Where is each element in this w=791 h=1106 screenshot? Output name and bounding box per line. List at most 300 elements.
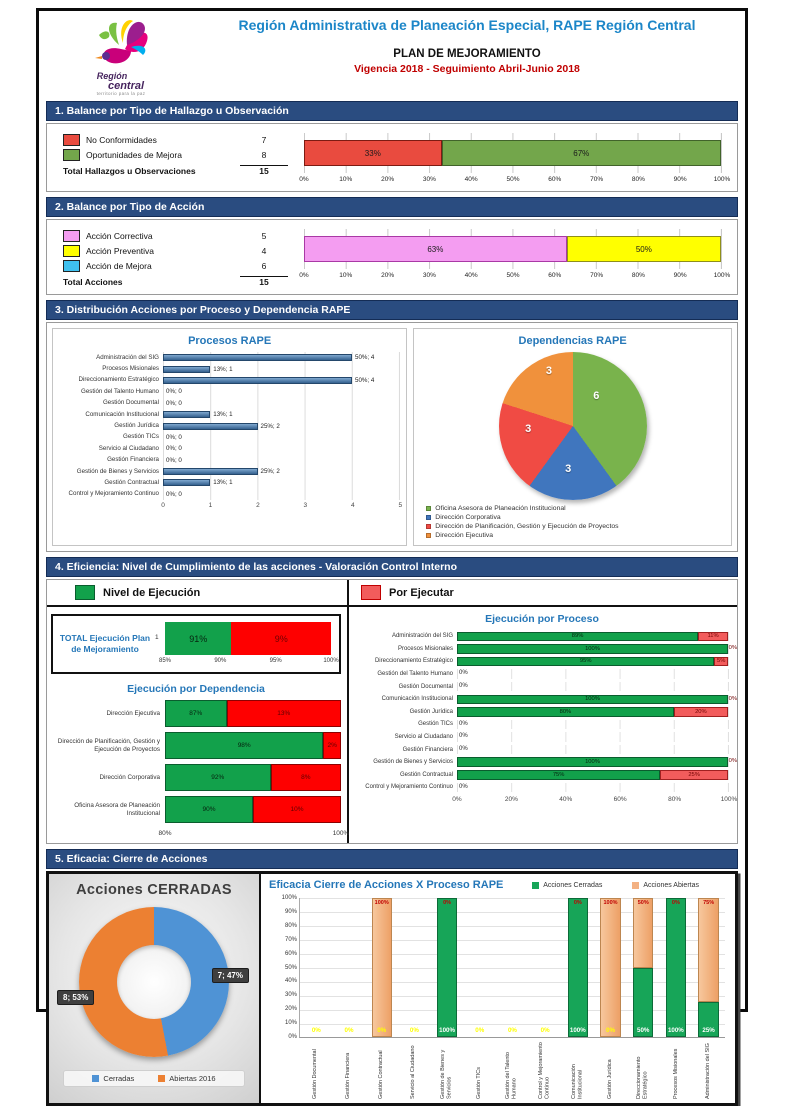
bar-row xyxy=(51,732,341,759)
legend-item xyxy=(158,1074,215,1083)
bar-row xyxy=(59,398,400,409)
red-segment: 5% xyxy=(714,657,728,667)
red-segment: 2% xyxy=(323,732,341,759)
x-axis-row xyxy=(355,794,738,806)
pie-slice-label: 3 xyxy=(525,422,532,435)
green-segment xyxy=(568,898,588,1037)
bar xyxy=(163,354,352,361)
column xyxy=(300,898,333,1037)
axis-tick: 100% xyxy=(713,176,731,183)
bottom-value-label: 50% xyxy=(637,1027,650,1034)
procesos-chart-title: Procesos RAPE xyxy=(188,335,272,347)
bar-row xyxy=(355,781,729,794)
donut-legend xyxy=(63,1070,245,1087)
value-label: 25%; 2 xyxy=(260,422,280,430)
bar-track xyxy=(163,398,400,409)
bar xyxy=(163,468,258,475)
value-label: 0% xyxy=(459,745,468,752)
section5-header: 5. Eficacia: Cierre de Acciones xyxy=(46,849,738,869)
bar-track xyxy=(457,682,729,692)
bar-track xyxy=(457,632,729,642)
bar-row xyxy=(59,477,400,488)
bottom-value-label: 100% xyxy=(667,1027,684,1034)
y-axis-tick: 0% xyxy=(288,1034,297,1040)
category-label-cell xyxy=(528,1041,561,1099)
bar-row xyxy=(59,352,400,363)
legend-item xyxy=(347,580,737,605)
axis-tick: 5 xyxy=(398,502,403,510)
green-segment: 91% xyxy=(165,622,231,655)
axis-tick: 80% xyxy=(631,272,645,279)
y-axis-tick: 100% xyxy=(281,895,297,901)
dependencias-pie-legend xyxy=(426,505,725,539)
bar-segment xyxy=(567,236,721,262)
axis-tick: 60% xyxy=(548,176,562,183)
logo-tagline: territorio para la paz xyxy=(96,90,146,96)
bottom-value-label: 0% xyxy=(311,1027,321,1034)
category-label: Gestión TICs xyxy=(418,721,453,728)
legend-item xyxy=(92,1074,134,1083)
red-segment: 11% xyxy=(698,632,728,642)
acciones-cerradas-swatch xyxy=(532,882,539,889)
column xyxy=(660,898,693,1037)
x-axis-row xyxy=(59,500,403,512)
section-hallazgos xyxy=(46,101,738,192)
bar-track xyxy=(457,695,737,705)
value-label: 0% xyxy=(459,670,468,677)
bar-row xyxy=(355,756,737,769)
y-axis-tick: 90% xyxy=(284,908,297,915)
value-label: 0% xyxy=(459,733,468,740)
category-label: Gestión Financiera xyxy=(344,1052,351,1099)
legend-label: Dirección Corporativa xyxy=(435,514,501,521)
red-segment: 25% xyxy=(660,770,728,780)
section-eficacia xyxy=(46,849,738,1106)
value-label: 0% xyxy=(728,695,737,702)
bar-track xyxy=(163,375,400,386)
bar-track xyxy=(457,757,737,767)
bar-row xyxy=(59,386,400,397)
category-label: Comunicación Institucional xyxy=(381,696,453,703)
total-ejecucion-box xyxy=(51,614,341,674)
axis-tick: 40% xyxy=(559,795,573,803)
axis-tick: 0% xyxy=(299,272,309,279)
green-segment: 100% xyxy=(457,757,728,767)
report-page xyxy=(36,8,748,1099)
bar-row xyxy=(59,420,400,431)
axis-tick: 1 xyxy=(208,502,213,510)
legend-value: 4 xyxy=(261,246,267,256)
value-label: 0%; 0 xyxy=(166,399,182,407)
section-eficiencia xyxy=(46,557,738,844)
green-segment: 95% xyxy=(457,657,714,667)
legend-item xyxy=(63,149,288,161)
green-segment: 100% xyxy=(457,644,728,654)
bar-track xyxy=(163,455,400,466)
abiertas-label: Abiertas 2016 xyxy=(169,1074,216,1083)
x-axis-row xyxy=(51,828,350,839)
category-label: Administración del SIG xyxy=(705,1043,712,1099)
top-value-label: 0% xyxy=(573,900,582,906)
bar-track xyxy=(457,783,729,793)
category-label-cell xyxy=(332,1041,365,1099)
eficiencia-left-column xyxy=(47,607,350,843)
bar-track xyxy=(163,489,400,500)
bar xyxy=(163,366,210,373)
category-label: Gestión Contractual xyxy=(104,478,159,486)
axis-tick: 95% xyxy=(269,658,282,664)
category-label-cell xyxy=(397,1041,430,1099)
legend-value: 8 xyxy=(261,150,267,160)
axis-tick: 100% xyxy=(332,830,350,837)
legend-value: 6 xyxy=(261,261,267,271)
bottom-value-label: 0% xyxy=(377,1027,387,1034)
bottom-value-label: 25% xyxy=(702,1027,715,1034)
axis-tick: 60% xyxy=(613,795,627,803)
axis-tick: 4 xyxy=(351,502,355,510)
legend-swatch xyxy=(63,134,80,146)
section4-body xyxy=(46,579,738,844)
cerradas-swatch xyxy=(92,1075,99,1082)
category-label-cell xyxy=(627,1041,660,1099)
y-axis-tick: 60% xyxy=(284,950,297,957)
axis-tick: 70% xyxy=(590,176,604,183)
category-label: Gestión del Talento Humano xyxy=(377,671,453,678)
acciones-cerradas-label: Acciones Cerradas xyxy=(543,881,603,889)
green-segment: 80% xyxy=(457,707,674,717)
bottom-value-label: 0% xyxy=(409,1027,419,1034)
bar-track xyxy=(163,420,400,431)
axis-tick: 90% xyxy=(673,176,687,183)
category-label: Comunicación Institucional xyxy=(570,1064,584,1099)
legend-item xyxy=(63,134,288,146)
bar-track xyxy=(163,363,400,374)
category-label-cell xyxy=(430,1041,463,1099)
section1-body xyxy=(46,123,738,192)
eficiencia-right-column xyxy=(347,607,737,843)
abiertas-callout: 8; 53% xyxy=(57,990,94,1005)
y-axis-tick: 80% xyxy=(284,922,297,929)
column xyxy=(398,898,431,1037)
green-segment: 75% xyxy=(457,770,660,780)
bar-row xyxy=(355,680,729,693)
legend-label: Dirección Ejecutiva xyxy=(435,532,494,539)
category-label: Gestión Contractual xyxy=(377,1050,384,1099)
legend-swatch xyxy=(426,533,431,538)
top-value-label: 100% xyxy=(374,900,389,906)
bar-plot xyxy=(304,133,722,173)
x-axis xyxy=(158,658,339,668)
legend-total-value: 15 xyxy=(240,165,288,176)
category-label: Procesos Misionales xyxy=(397,645,453,652)
section2-body xyxy=(46,219,738,295)
eficiencia-content xyxy=(47,607,737,843)
legend-item xyxy=(63,245,288,257)
legend-item xyxy=(532,882,602,889)
category-label: Gestión TICs xyxy=(475,1067,482,1099)
legend-label: No Conformidades xyxy=(86,135,157,145)
y-axis-tick: 30% xyxy=(284,992,297,999)
eficacia-chart-title: Eficacia Cierre de Acciones X Proceso RAPE xyxy=(269,879,504,891)
section1-header: 1. Balance por Tipo de Hallazgo u Observación xyxy=(46,101,738,121)
axis-tick: 80% xyxy=(668,795,682,803)
top-value-label: 0% xyxy=(671,900,680,906)
bar-row xyxy=(355,718,729,731)
por-ejecutar-label: Por Ejecutar xyxy=(389,586,454,599)
dependencias-pie-chart xyxy=(499,352,647,500)
red-segment: 20% xyxy=(674,707,728,717)
header-titles xyxy=(196,14,738,96)
hallazgos-bar-chart xyxy=(299,131,731,187)
y-axis-tick: 10% xyxy=(284,1020,297,1027)
element xyxy=(51,828,165,839)
axis-tick: 20% xyxy=(504,795,518,803)
green-segment: 92% xyxy=(165,764,271,791)
category-label: Gestión TICs xyxy=(123,433,159,441)
org-title: Región Administrativa de Planeación Especial, RAPE Región Central xyxy=(238,17,696,33)
axis-tick: 10% xyxy=(339,272,353,279)
red-segment: 8% xyxy=(271,764,341,791)
orange-segment xyxy=(600,898,620,1037)
y-axis-tick: 20% xyxy=(284,1006,297,1013)
section-acciones xyxy=(46,197,738,295)
legend-swatch xyxy=(63,149,80,161)
bottom-value-label: 0% xyxy=(344,1027,354,1034)
top-value-label: 100% xyxy=(603,900,618,906)
legend-label: Oportunidades de Mejora xyxy=(86,150,182,160)
bar-row xyxy=(59,409,400,420)
column xyxy=(594,898,627,1037)
section3-body xyxy=(46,322,738,552)
axis-tick: 50% xyxy=(506,176,520,183)
bar-row xyxy=(355,655,729,668)
green-segment xyxy=(437,898,457,1037)
value-label: 0%; 0 xyxy=(166,388,182,396)
bar-track xyxy=(457,707,729,717)
bar-track xyxy=(165,700,341,727)
column xyxy=(365,898,398,1037)
legend-label: Acción Preventiva xyxy=(86,246,155,256)
value-label: 0% xyxy=(459,783,468,790)
value-label: 13%; 1 xyxy=(213,365,233,373)
column xyxy=(562,898,595,1037)
bar-row xyxy=(51,796,341,823)
column xyxy=(431,898,464,1037)
ejecucion-dependencia-title: Ejecución por Dependencia xyxy=(127,683,265,695)
axis-tick: 85% xyxy=(158,658,172,664)
legend-swatch xyxy=(426,515,431,520)
value-label: 0% xyxy=(728,645,737,652)
axis-tick: 20% xyxy=(381,176,395,183)
section3-header: 3. Distribución Acciones por Proceso y Dependencia RAPE xyxy=(46,300,738,320)
bar-track xyxy=(165,732,341,759)
bar-row xyxy=(355,643,737,656)
bar-row xyxy=(355,630,729,643)
category-label: Gestión de Bienes y Servicios xyxy=(373,759,453,766)
value-label: 13%; 1 xyxy=(213,479,233,487)
logo-line2: central xyxy=(107,79,145,92)
bottom-value-label: 100% xyxy=(569,1027,586,1034)
section5-body xyxy=(46,871,738,1106)
top-value-label: 50% xyxy=(637,900,649,906)
nivel-ejecucion-swatch xyxy=(75,585,95,600)
legend-item xyxy=(426,514,725,521)
columns xyxy=(300,898,725,1037)
pie-slice-label: 3 xyxy=(545,365,553,378)
procesos-panel xyxy=(52,328,407,546)
category-label: Gestión Contractual xyxy=(399,771,453,778)
legend-swatch xyxy=(63,230,80,242)
bird-logo-icon xyxy=(75,15,167,67)
axis-tick: 30% xyxy=(422,176,436,183)
red-segment: 10% xyxy=(253,796,341,823)
ejecucion-dependencia-rows xyxy=(51,700,350,839)
legend-item xyxy=(632,882,699,889)
bar-track xyxy=(163,386,400,397)
bar-row xyxy=(355,668,729,681)
procesos-bar-chart xyxy=(59,352,403,512)
axis-tick: 0% xyxy=(452,795,462,803)
bottom-value-label: 0% xyxy=(540,1027,550,1034)
category-label: Servicio al Ciudadano xyxy=(394,734,453,741)
legend-item xyxy=(47,580,347,605)
category-label: Control y Mejoramiento Continuo xyxy=(365,784,453,791)
legend-label: Oficina Asesora de Planeación Institucional xyxy=(435,505,566,512)
axis-tick: 30% xyxy=(422,272,436,279)
y-axis-tick: 50% xyxy=(284,964,297,971)
column xyxy=(333,898,366,1037)
bar-row xyxy=(59,432,400,443)
value-label: 0%; 0 xyxy=(166,490,182,498)
doc-subtitle: Vigencia 2018 - Seguimiento Abril-Junio 2018 xyxy=(354,63,580,75)
legend-total-label: Total Acciones xyxy=(63,276,123,287)
axis-tick: 50% xyxy=(506,272,520,279)
category-label-cell xyxy=(594,1041,627,1099)
axis-tick: 100% xyxy=(713,272,731,279)
category-label: Comunicación Institucional xyxy=(85,410,159,418)
eficacia-column-chart xyxy=(281,895,725,1040)
legend-swatch xyxy=(426,524,431,529)
acciones-legend xyxy=(63,227,288,290)
bar-track xyxy=(457,644,737,654)
bar-row xyxy=(59,489,400,500)
category-label: Gestión de Bienes y Servicios xyxy=(76,467,159,475)
document-header xyxy=(46,14,738,96)
category-label-cell xyxy=(561,1041,594,1099)
value-label: 0% xyxy=(728,758,737,765)
acciones-cerradas-donut xyxy=(79,907,229,1057)
green-segment: 98% xyxy=(165,732,323,759)
x-axis xyxy=(161,500,403,512)
bar-segment xyxy=(304,140,442,166)
legend-swatch xyxy=(426,506,431,511)
legend-item xyxy=(426,505,725,512)
element xyxy=(355,794,457,806)
axis-tick: 40% xyxy=(464,176,478,183)
logo-line1: Región xyxy=(96,71,128,81)
bottom-value-label: 0% xyxy=(606,1027,615,1034)
bottom-value-label: 0% xyxy=(475,1027,485,1034)
top-value-label: 0% xyxy=(443,900,452,906)
rape-logo xyxy=(46,14,196,96)
orange-segment xyxy=(698,898,718,1002)
category-label: Administración del SIG xyxy=(391,633,453,640)
section-distribucion xyxy=(46,300,738,552)
category-label: Control y Mejoramiento Continuo xyxy=(538,1042,551,1099)
green-segment: 90% xyxy=(165,796,253,823)
bar-row xyxy=(51,700,341,727)
legend-label: Acción Correctiva xyxy=(86,231,153,241)
x-axis xyxy=(158,828,350,839)
column xyxy=(463,898,496,1037)
bar-row xyxy=(355,769,729,782)
dependencias-chart-title: Dependencias RAPE xyxy=(518,335,627,347)
bar-track xyxy=(163,466,400,477)
hallazgos-legend xyxy=(63,131,288,187)
donut-title: Acciones CERRADAS xyxy=(76,882,232,898)
cerradas-label: Cerradas xyxy=(103,1074,135,1083)
doc-title: PLAN DE MEJORAMIENTO xyxy=(393,48,541,60)
legend-label: Dirección de Planificación, Gestión y Ejecución de Proyectos xyxy=(435,523,619,530)
x-axis xyxy=(299,272,731,283)
legend-item xyxy=(63,230,288,242)
bar-track xyxy=(163,432,400,443)
axis-tick: 40% xyxy=(464,272,478,279)
category-label: Direccionamiento Estratégico xyxy=(78,376,159,384)
axis-tick: 80% xyxy=(631,176,645,183)
eficacia-legend xyxy=(532,882,725,889)
bar-track xyxy=(163,443,400,454)
category-label: Gestión Jurídica xyxy=(606,1059,613,1099)
category-label: Procesos Misionales xyxy=(672,1048,679,1099)
bar-track xyxy=(163,477,400,488)
legend-total-label: Total Hallazgos u Observaciones xyxy=(63,165,196,176)
column xyxy=(529,898,562,1037)
legend-item xyxy=(63,260,288,272)
row-label: 1 xyxy=(155,634,159,641)
bar-plot xyxy=(165,622,331,655)
axis-tick: 2 xyxy=(256,502,260,510)
bar-track xyxy=(457,745,729,755)
legend-swatch xyxy=(63,260,80,272)
abiertas-swatch xyxy=(158,1075,165,1082)
ejecucion-proceso-title: Ejecución por Proceso xyxy=(485,613,599,625)
legend-value: 5 xyxy=(261,231,267,241)
legend-label: Acción de Mejora xyxy=(86,261,152,271)
value-label: 0%; 0 xyxy=(166,456,182,464)
ejecucion-dependencia-chart xyxy=(51,683,350,839)
category-label-cell xyxy=(692,1041,725,1099)
value-label: 33% xyxy=(364,148,381,158)
donut-wrap xyxy=(55,902,253,1062)
green-segment: 87% xyxy=(165,700,227,727)
acciones-abiertas-swatch xyxy=(632,882,639,889)
category-label: Direccionamiento Estratégico xyxy=(636,1056,650,1099)
category-label: Gestión Jurídica xyxy=(114,421,159,429)
bottom-value-label: 100% xyxy=(439,1027,455,1034)
value-label: 50%; 4 xyxy=(355,354,375,362)
axis-tick: 20% xyxy=(381,272,395,279)
category-label: Dirección de Planificación, Gestión y Ejecución de Proyectos xyxy=(57,737,160,753)
bar-row xyxy=(59,455,400,466)
bar-row xyxy=(59,375,400,386)
column xyxy=(627,898,660,1037)
value-label: 67% xyxy=(573,148,590,158)
value-label: 50%; 4 xyxy=(355,376,375,384)
logo-wordmark xyxy=(46,72,196,91)
bar-segment xyxy=(304,236,567,262)
bar-track xyxy=(457,732,729,742)
